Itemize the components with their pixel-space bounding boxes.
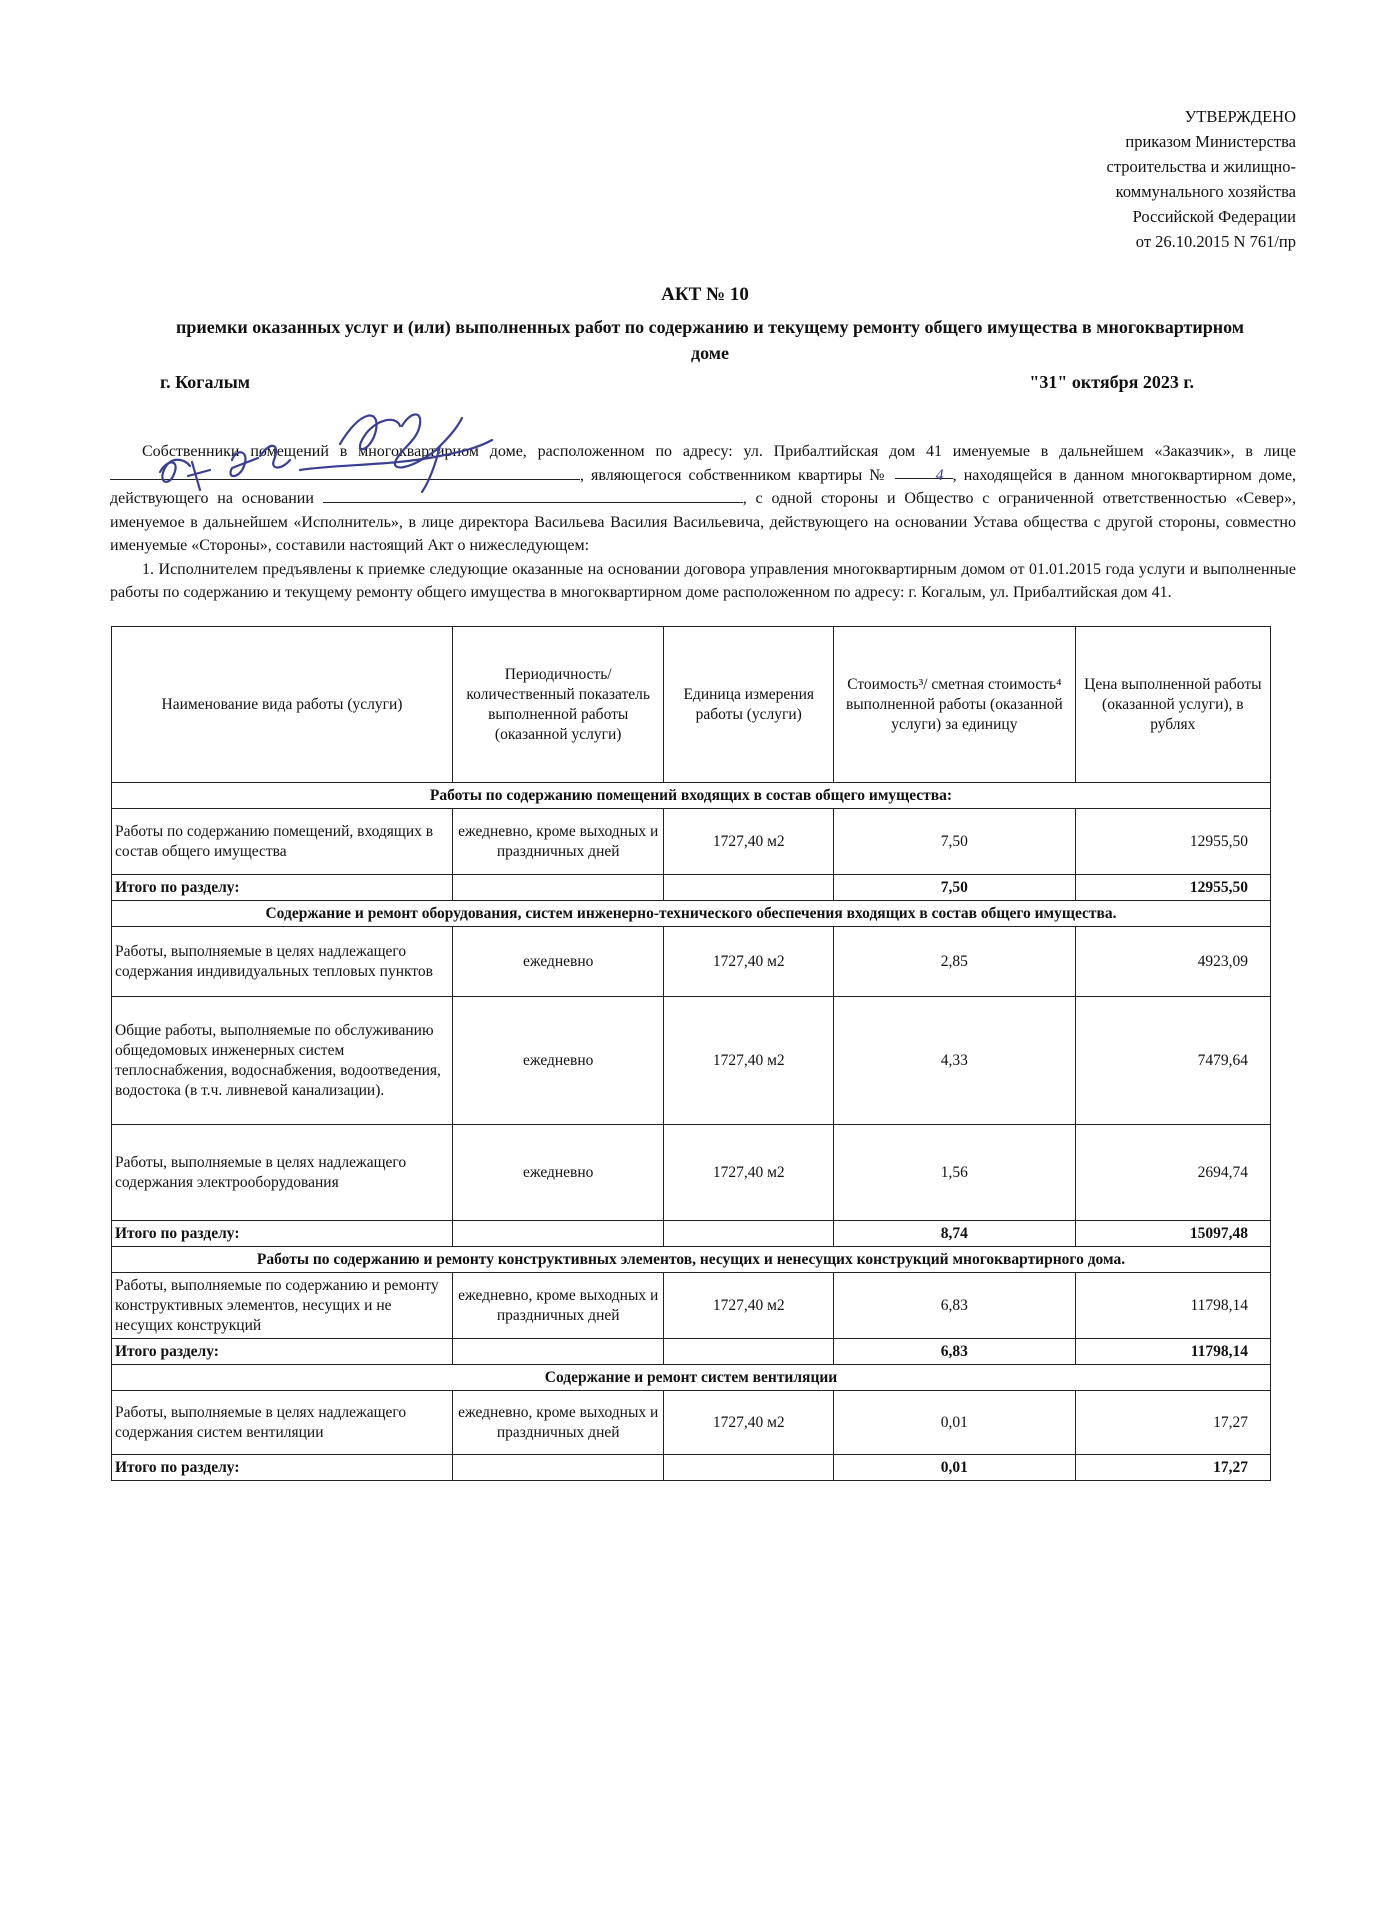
cell-name: Общие работы, выполняемые по обслуживанию общедомовых инженерных систем теплоснабжения, водоснабжения, водоотведения, водостока (в т.ч. ливневой канализации). [112,997,453,1125]
preamble-text: , находящейся в данном многоквартирном доме, действующего на основании [110,466,1297,507]
cell-name: Работы, выполняемые по содержанию и ремонту конструктивных элементов, несущих и не несущих конструкций [112,1273,453,1339]
cell-periodicity: ежедневно, кроме выходных и праздничных дней [452,1273,663,1339]
table-row [112,1273,1271,1339]
preamble-text: , с одной стороны и Общество с ограниченной ответственностью «Север», именуемое в дальнейшем «Исполнитель», в лице директора Васильева Василия Васильевича, действующего на основании Устава общества с другой стороны, совместно именуемые «Стороны», составили настоящий Акт о нижеследующем: [110,490,1297,554]
apartment-number: 4 [895,464,953,479]
section-total-row [112,1339,1271,1365]
cell-price: 2694,74 [1075,1125,1270,1221]
section-title: Работы по содержанию и ремонту конструктивных элементов, несущих и ненесущих конструкций многоквартирного дома. [112,1247,1271,1273]
cell-cost: 4,33 [834,997,1076,1125]
header-name: Наименование вида работы (услуги) [112,627,453,783]
section-row [112,1365,1271,1391]
total-price: 15097,48 [1075,1221,1270,1247]
cell-cost: 0,01 [834,1391,1076,1455]
table-row [112,997,1271,1125]
total-label: Итого по разделу: [112,1221,453,1247]
total-price: 11798,14 [1075,1339,1270,1365]
city-label: г. Когалым [160,372,251,392]
section-total-row [112,875,1271,901]
cell-periodicity: ежедневно, кроме выходных и праздничных дней [452,1391,663,1455]
cell-name: Работы, выполняемые в целях надлежащего содержания электрооборудования [112,1125,453,1221]
total-cost: 0,01 [834,1455,1076,1481]
preamble-text: , являющегося собственником квартиры № [580,466,888,484]
cell-periodicity: ежедневно [452,1125,663,1221]
cell-unit: 1727,40 м2 [664,809,834,875]
cell-price: 7479,64 [1075,997,1270,1125]
cell-periodicity: ежедневно, кроме выходных и праздничных дней [452,809,663,875]
header-cost: Стоимость³/ сметная стоимость⁴ выполненной работы (оказанной услуги) за единицу [834,627,1076,783]
cell-unit: 1727,40 м2 [664,1391,834,1455]
document-subtitle: приемки оказанных услуг и (или) выполненных работ по содержанию и текущему ремонту общего имущества в многоквартирном доме [175,317,1245,363]
total-cost: 7,50 [834,875,1076,901]
section-total-row [112,1455,1271,1481]
section-total-row [112,1221,1271,1247]
cell-name: Работы по содержанию помещений, входящих в состав общего имущества [112,809,453,875]
basis-document-blank [323,488,743,503]
cell-price: 17,27 [1075,1391,1270,1455]
cell-cost: 6,83 [834,1273,1076,1339]
cell-price: 11798,14 [1075,1273,1270,1339]
approval-line: приказом Министерства [1125,132,1296,151]
cell-cost: 7,50 [834,809,1076,875]
table-row [112,927,1271,997]
approval-line: от 26.10.2015 N 761/пр [1135,232,1296,251]
act-preamble [110,440,1296,605]
cell-unit: 1727,40 м2 [664,997,834,1125]
total-price: 17,27 [1075,1455,1270,1481]
table-header-row [112,627,1271,783]
section-title: Работы по содержанию помещений входящих в состав общего имущества: [112,783,1271,809]
total-cost: 8,74 [834,1221,1076,1247]
cell-price: 4923,09 [1075,927,1270,997]
preamble-text: Собственники помещений в многоквартирном доме, расположенном по адресу: ул. Прибалтийская дом 41 именуемые в дальнейшем «Заказчик», в лице [142,443,1296,460]
cell-periodicity: ежедневно [452,927,663,997]
approval-line: Российской Федерации [1132,207,1296,226]
representative-name-blank [110,465,580,480]
cell-price: 12955,50 [1075,809,1270,875]
total-label: Итого разделу: [112,1339,453,1365]
cell-unit: 1727,40 м2 [664,1273,834,1339]
total-price: 12955,50 [1075,875,1270,901]
section-row [112,901,1271,927]
approval-line: строительства и жилищно- [1106,157,1296,176]
table-row [112,1125,1271,1221]
cell-name: Работы, выполняемые в целях надлежащего содержания систем вентиляции [112,1391,453,1455]
section-row [112,1247,1271,1273]
cell-unit: 1727,40 м2 [664,1125,834,1221]
table-row [112,809,1271,875]
header-unit: Единица измерения работы (услуги) [664,627,834,783]
cell-cost: 1,56 [834,1125,1076,1221]
approval-stamp-block [1036,104,1296,254]
approval-line: коммунального хозяйства [1115,182,1296,201]
total-label: Итого по разделу: [112,875,453,901]
clause-1: 1. Исполнителем предъявлены к приемке следующие оказанные на основании договора управления многоквартирным домом от 01.01.2015 года услуги и выполненные работы по содержанию и текущему ремонту общего имущества в многоквартирном доме расположенном по адресу: г. Когалым, ул. Прибалтийская дом 41. [110,560,1296,601]
document-title: АКТ № 10 [661,284,749,305]
preamble-paragraph [110,440,1296,558]
section-row [112,783,1271,809]
cell-cost: 2,85 [834,927,1076,997]
table-row [112,1391,1271,1455]
cell-unit: 1727,40 м2 [664,927,834,997]
cell-periodicity: ежедневно [452,997,663,1125]
section-title: Содержание и ремонт оборудования, систем инженерно-технического обеспечения входящих в состав общего имущества. [112,901,1271,927]
total-label: Итого по разделу: [112,1455,453,1481]
document-date: "31" октября 2023 г. [1029,372,1194,392]
works-table [111,626,1271,1481]
cell-name: Работы, выполняемые в целях надлежащего содержания индивидуальных тепловых пунктов [112,927,453,997]
approval-line: УТВЕРЖДЕНО [1184,107,1296,126]
header-price: Цена выполненной работы (оказанной услуги), в рублях [1075,627,1270,783]
header-periodicity: Периодичность/ количественный показатель выполненной работы (оказанной услуги) [452,627,663,783]
total-cost: 6,83 [834,1339,1076,1365]
section-title: Содержание и ремонт систем вентиляции [112,1365,1271,1391]
